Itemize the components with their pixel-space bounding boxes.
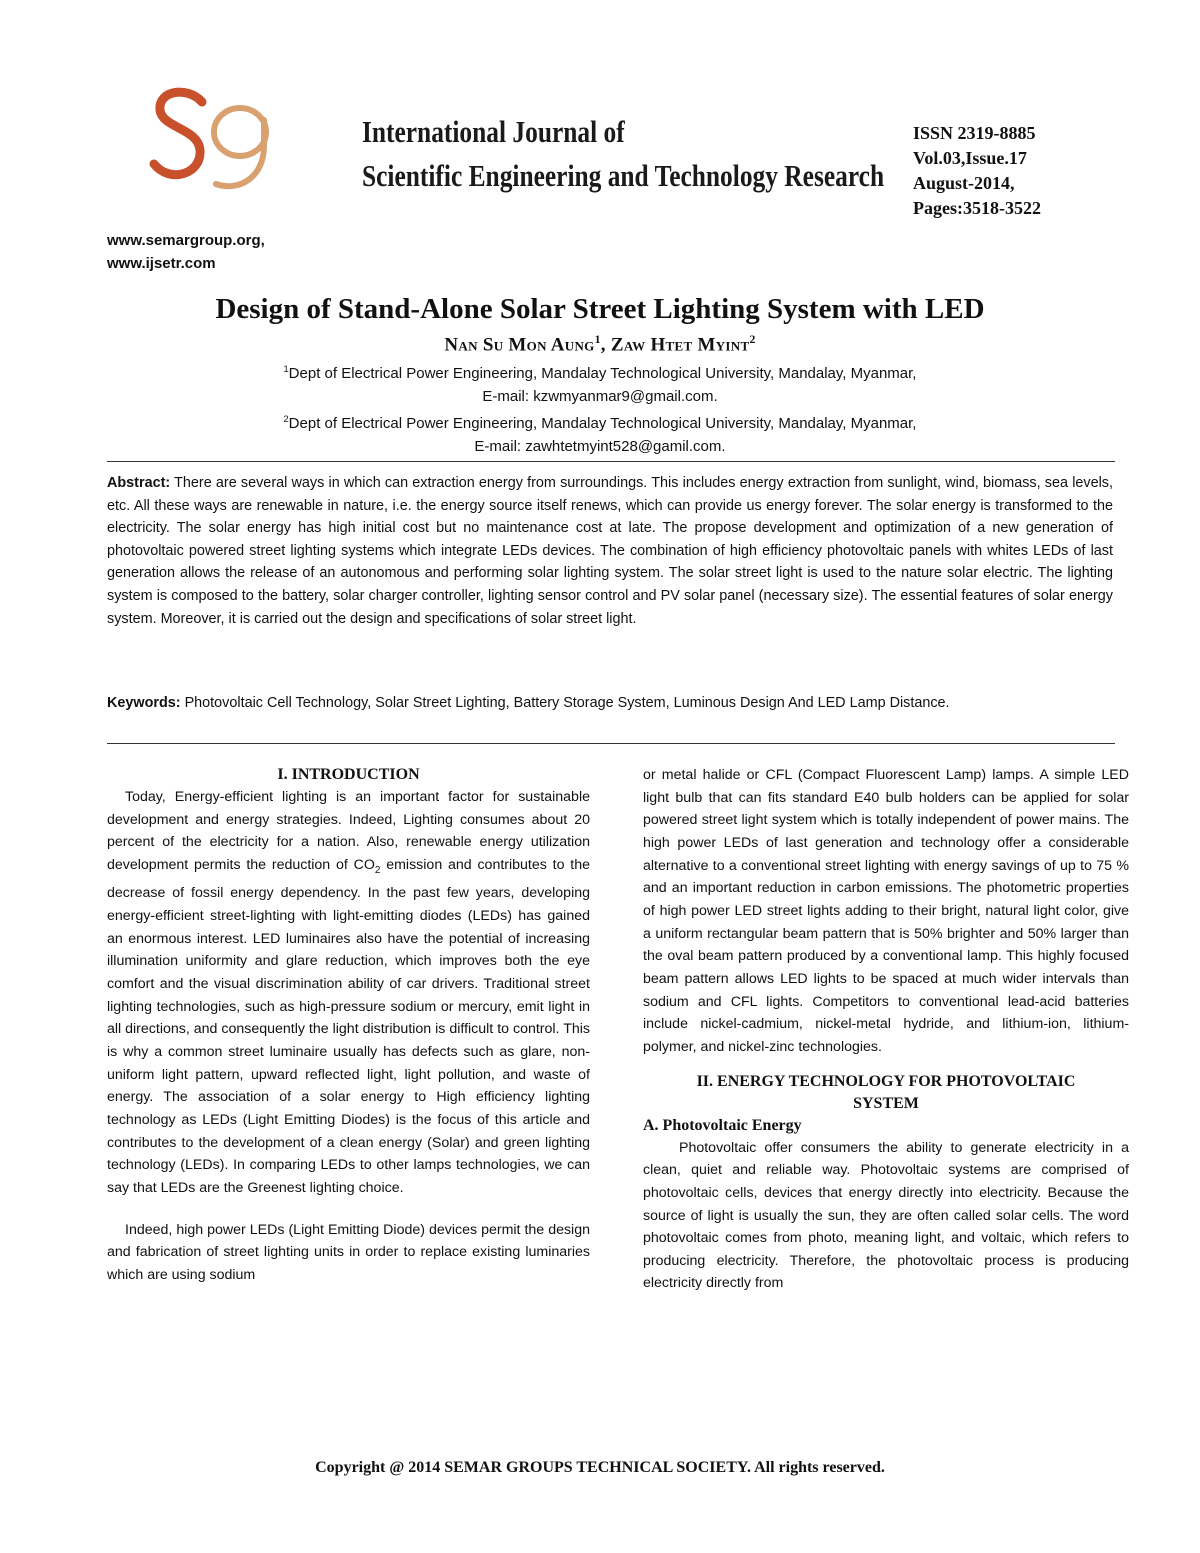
journal-name-line1: International Journal of [362, 114, 625, 149]
author-1-sup: 1 [594, 333, 601, 346]
intro-p1-part-b: emission and contributes to the decrease of fossil energy dependency. In the past few years, developing energy-efficient street-lighting with light-emitting diodes (LEDs) has gained an enormous interest. LED luminaires also have the potential of increasing illumination uniformity and glare reduction, which improves both the eye comfort and the visual discrimination ability of car drivers. Traditional street lighting technologies, such as high-pressure sodium or mercury, emit light in all directions, and consequently the light distribution is difficult to control. This is why a common street luminaire usually has defects such as glare, non-uniform light pattern, upward reflected light, light pollution, and waste of energy. The association of a solar energy to High efficiency lighting technology as LEDs (Light Emitting Diodes) is the focus of this article and contributes to the development of a clean energy (Solar) and green lighting technology (LEDs). In comparing LEDs to other lamps technologies, we can say that LEDs are the Greenest lighting choice. [107, 856, 590, 1196]
author-list [0, 333, 1200, 356]
author-2-sup: 2 [749, 333, 756, 346]
abstract-text: There are several ways in which can extraction energy from surroundings. This includes energy extraction from sunlight, wind, biomass, sea levels, etc. All these ways are renewable in nature, i.e. the energy source itself renews, which can provide us energy forever. The solar energy is transformed to the electricity. The solar energy has high initial cost but no maintenance cost at late. The propose development and optimization of a new generation of photovoltaic powered street lighting systems which integrate LEDs devices. The combination of high efficiency photovoltaic panels with whites LEDs of last generation allows the release of an autonomous and performing solar lighting system. The solar street light is used to the nature solar electric. The lighting system is composed to the battery, solar charger controller, lighting sensor control and PV solar panel (necessary size). The essential features of solar energy system. Moreover, it is carried out the design and specifications of solar street light. [107, 475, 1113, 627]
abstract [107, 472, 1113, 630]
abstract-label: Abstract: [107, 475, 171, 491]
abstract-bottom-rule [107, 743, 1115, 744]
keywords-text: Photovoltaic Cell Technology, Solar Street Lighting, Battery Storage System, Luminous Design And LED Lamp Distance. [180, 695, 950, 711]
paragraph-gap [107, 1200, 590, 1219]
affiliation-1-text: Dept of Electrical Power Engineering, Mandalay Technological University, Mandalay, Myanmar, [288, 365, 917, 382]
paper-title: Design of Stand-Alone Solar Street Lighting System with LED [215, 293, 985, 325]
intro-paragraph-2-continued: or metal halide or CFL (Compact Fluorescent Lamp) lamps. A simple LED light bulb that can fits standard E40 bulb holders can be applied for solar powered street light system which is totally independent of power mains. The high power LEDs of last generation and technology offer a considerable alternative to a conventional street lighting with energy savings of up to 75 % and an important reduction in carbon emissions. The photometric properties of high power LED street lights adding to their bright, natural light color, give a uniform rectangular beam pattern that is 50% brighter and 50% larger than the oval beam pattern produced by a conventional lamp. This highly focused beam pattern allows LED lights to be spaced at much wider intervals than sodium and CFL lights. Competitors to conventional lead-acid batteries include nickel-cadmium, nickel-metal hydride, and lithium-ion, lithium-polymer, and nickel-zinc technologies. [643, 767, 1129, 1055]
journal-logo [140, 80, 288, 208]
subsection-a-heading: A. Photovoltaic Energy [643, 1116, 802, 1134]
intro-paragraph-2: Indeed, high power LEDs (Light Emitting Diode) devices permit the design and fabrication of street lighting units in order to replace existing luminaries which are using sodium [107, 1221, 590, 1283]
author-1: Nan Su Mon Aung [444, 334, 595, 356]
keywords [107, 692, 1113, 715]
logo-s-letter [154, 92, 202, 175]
issn: ISSN 2319-8885 [913, 123, 1036, 143]
affiliation-1-sup: 1 [283, 364, 289, 374]
url-semargroup[interactable]: www.semargroup.org, [107, 232, 265, 249]
section-gap [643, 1059, 1129, 1071]
affiliation-2-sup: 2 [283, 414, 289, 424]
email-2: E-mail: zawhtetmyint528@gamil.com. [474, 437, 726, 455]
issue-info [913, 121, 1041, 221]
author-2: Zaw Htet Myint [610, 334, 750, 356]
intro-paragraph-1 [107, 786, 590, 1200]
section-2-heading-line1: II. ENERGY TECHNOLOGY FOR PHOTOVOLTAIC [696, 1072, 1076, 1090]
affiliation-1 [0, 358, 1200, 386]
page-range: Pages:3518-3522 [913, 198, 1041, 218]
volume-issue: Vol.03,Issue.17 [913, 148, 1027, 168]
author-separator: , [600, 334, 611, 356]
co2-subscript: 2 [374, 864, 381, 876]
section-1-heading: I. INTRODUCTION [277, 766, 420, 783]
section-2-heading-line2: SYSTEM [853, 1094, 919, 1112]
left-column [107, 764, 590, 1287]
abstract-top-rule [107, 461, 1115, 462]
photovoltaic-paragraph: Photovoltaic offer consumers the ability to generate electricity in a clean, quiet and reliable way. Photovoltaic systems are comprised of photovoltaic cells, devices that energy directly into electricity. Because the source of light is usually the sun, they are often called solar cells. The word photovoltaic comes from photo, meaning light, and voltaic, which refers to producing electricity. Therefore, the photovoltaic process is producing electricity directly from [643, 1139, 1129, 1292]
journal-name [362, 110, 884, 198]
url-ijsetr[interactable]: www.ijsetr.com [107, 255, 216, 272]
logo-g-letter [214, 108, 266, 186]
keywords-label: Keywords: [107, 695, 181, 711]
journal-urls [107, 229, 265, 275]
issue-date: August-2014, [913, 173, 1015, 193]
intro-p1-part-a: Today, Energy-efficient lighting is an important factor for sustainable development and energy strategies. Indeed, Lighting consumes about 20 percent of the electricity for a nation. Also, renewable energy utilization development permits the reduction of CO [107, 789, 590, 873]
affiliations [0, 358, 1200, 458]
affiliation-2 [0, 408, 1200, 436]
journal-name-line2: Scientific Engineering and Technology Research [362, 158, 885, 193]
right-column [643, 764, 1129, 1295]
affiliation-2-text: Dept of Electrical Power Engineering, Mandalay Technological University, Mandalay, Myanmar, [288, 415, 917, 432]
email-1: E-mail: kzwmyanmar9@gmail.com. [482, 387, 718, 405]
copyright-footer: Copyright @ 2014 SEMAR GROUPS TECHNICAL SOCIETY. All rights reserved. [315, 1459, 885, 1476]
